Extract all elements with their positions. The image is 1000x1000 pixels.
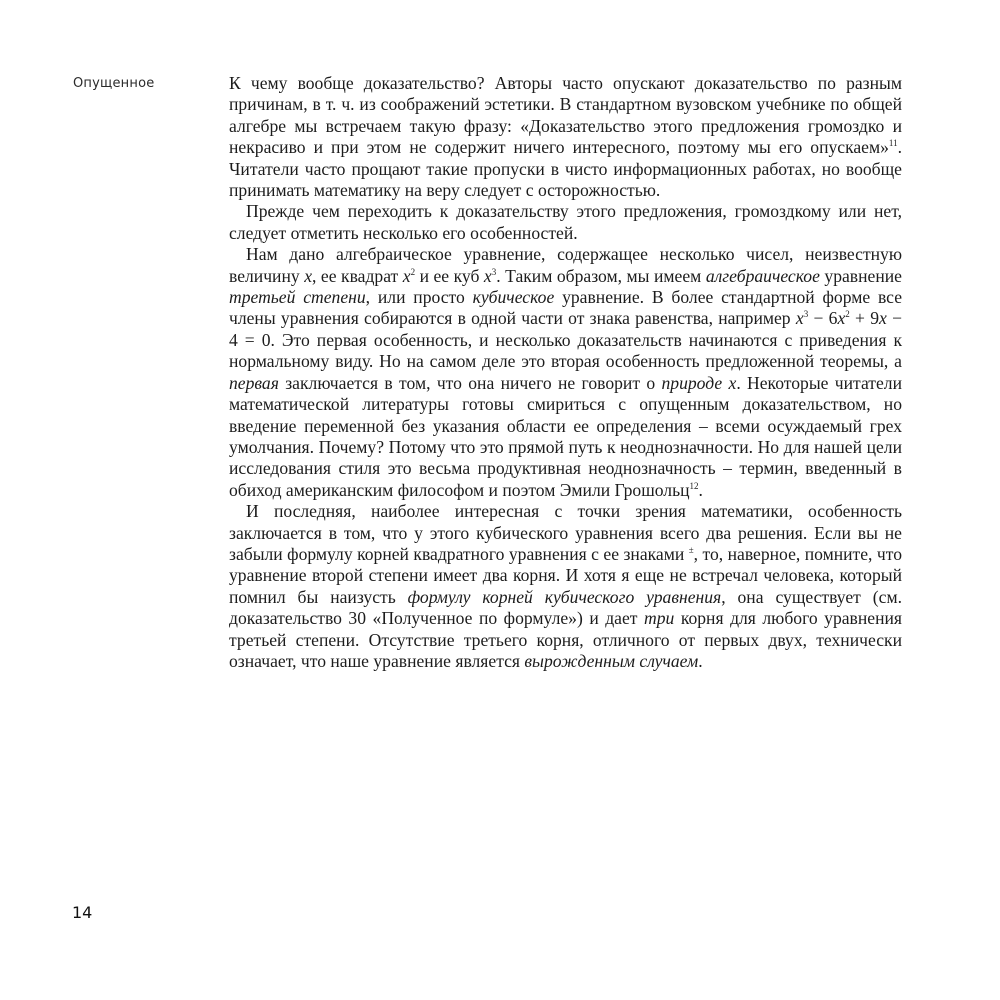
text-run: − 4 = 0. Это первая особенность, и несколько доказательств начинаются с приведения к нормальному виду. Но на самом деле это вторая особенность предложенной теоремы, а — [229, 308, 902, 372]
italic-term: x — [304, 265, 312, 286]
text-run: . — [698, 479, 703, 500]
italic-term: x — [402, 265, 411, 286]
italic-term: первая — [229, 372, 279, 393]
page-number: 14 — [72, 903, 93, 922]
running-head: Опущенное — [73, 76, 155, 91]
italic-term: третьей степени — [229, 287, 366, 308]
superscript: 2 — [410, 266, 416, 277]
text-run: уравнение. В более стандартной форме все члены уравнения собираются в одной части от знака равенства, например — [229, 287, 903, 329]
text-run: и ее куб — [415, 265, 484, 286]
italic-term: x — [483, 265, 492, 286]
text-run: − 6 — [808, 308, 838, 329]
text-run: корня для любого уравнения третьей степени. Отсутствие третьего корня, отличного от первых двух, технически означает, что наше уравнение является — [229, 608, 902, 671]
text-run: Прежде чем переходить к доказательству этого предложения, громоздкому или нет, следует отметить несколько его особенностей. — [229, 201, 902, 243]
superscript: 3 — [491, 266, 497, 277]
text-run: . Таким образом, мы имеем — [496, 265, 706, 286]
main-text — [229, 73, 902, 672]
text-run: И последняя, наиболее интересная с точки зрения математики, особенность заключается в том, что у этого кубического уравнения всего два решения. Если вы не забыли формулу корней квадратного уравнения с ее знаками — [229, 501, 902, 564]
italic-term: алгебраическое — [705, 265, 820, 286]
italic-term: x — [879, 308, 887, 329]
text-run: уравнение — [819, 265, 902, 286]
text-run: К чему вообще доказательство? Авторы часто опускают доказательство по разным причинам, в т. ч. из соображений эстетики. В стандартном вузовском учебнике по общей алгебре мы встречаем такую фразу: «Доказательство этого предложения громоздко и некрасиво и при этом не содержит ничего интересного, поэтому мы его опускаем» — [229, 73, 902, 158]
italic-term: вырожденным случаем — [524, 650, 699, 671]
text-run: Нам дано алгебраическое уравнение, содержащее несколько чисел, неизвестную величину — [229, 244, 902, 286]
paragraph — [229, 501, 902, 672]
italic-term: x — [795, 308, 804, 329]
superscript: 3 — [803, 309, 809, 320]
paragraph — [229, 73, 902, 201]
italic-term: формулу корней кубического уравнения — [407, 586, 722, 607]
paragraph — [229, 244, 902, 501]
text-run: , или просто — [365, 287, 473, 308]
text-run: , то, наверное, помните, что уравнение второй степени имеет два корня. И хотя я еще не встречал человека, который помнил бы наизусть — [229, 543, 902, 607]
superscript: 2 — [845, 309, 850, 320]
text-run: заключается в том, что она ничего не говорит о — [278, 372, 662, 393]
italic-term: три — [644, 608, 675, 629]
text-run: . — [698, 650, 703, 671]
text-run: , она существует (см. доказательство 30 «Полученное по формуле») и дает — [229, 586, 902, 629]
superscript: 12 — [689, 480, 699, 491]
superscript: 11 — [888, 138, 898, 149]
text-run: . Читатели часто прощают такие пропуски в чисто информационных работах, но вообще принимать математику на веру следует с осторожностью. — [229, 137, 902, 201]
text-run: + 9 — [849, 308, 879, 329]
paragraph — [229, 201, 902, 244]
superscript: ± — [688, 544, 694, 555]
italic-term: x — [837, 308, 846, 329]
text-run: , ее квадрат — [312, 265, 403, 286]
italic-term: кубическое — [472, 287, 555, 308]
italic-term: природе x — [661, 372, 737, 393]
text-run: . Некоторые читатели математической литературы готовы смириться с опущенным доказательством, но введение переменной без указания области ее определения – всеми осуждаемый грех умолчания. Почему? Потому что это прямой путь к неоднозначности. Но для нашей цели исследования стиля это весьма продуктивная неоднозначность – термин, введенный в обиход американским философом и поэтом Эмили Грошольц — [229, 372, 903, 500]
